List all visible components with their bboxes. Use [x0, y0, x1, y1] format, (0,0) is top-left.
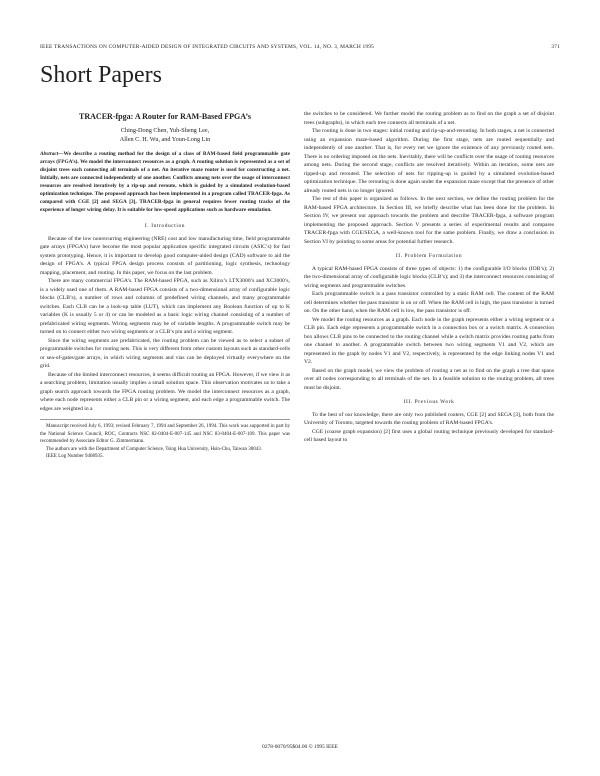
page-number: 371 — [551, 44, 560, 50]
section-1-heading: I. Introduction — [144, 223, 186, 229]
paper-title: TRACER-fpga: A Router for RAM-Based FPGA’s — [79, 112, 251, 121]
paragraph: Because of the low nonrecurring engineering (NRE) cost and low manufacturing time, field programmable gate arrays (FPGA’s) have become the most popular application specific integrated circuits (ASIC’s) for fast system prototyping. Hence, it is important to develop good computer-aided design (CAD) software to aid the design of FPGA’s. A typical FPGA design process consists of partitioning, logic synthesis, technology mapping, placement, and routing. In this paper, we focus on the last problem. — [40, 235, 290, 276]
authors-line-2: Allen C. H. Wu, and Youn-Long Lin — [119, 135, 211, 143]
copyright-line: 0278-0070/95$04.00 © 1995 IEEE — [262, 744, 338, 750]
footnote — [40, 419, 290, 461]
abstract-text: We describe a routing method for the design of a class of RAM-based field programmable gate arrays (FPGA’s). We model the interconnect resources as a graph. A routing solution is represented as a set of disjoint trees each connecting all terminals of a net. An iterative maze router is used for constructing a net. Initially, nets are connected independently of one another. Conflicts among nets over the usage of interconnect resources are resolved iteratively by a rip-up and reroute, which is guided by a simulated evolution-based optimization technique. The proposed approach has been implemented in a program called TRACER-fpga. As compared with CGE [2] and SEGA [3], TRACER-fpga in general requires fewer routing tracks of the experience of longer wiring delay. It is suitable for low-speed applications such as hardware emulation. — [40, 151, 290, 213]
running-head — [40, 44, 560, 50]
section-2-heading: II. Problem Formulation — [395, 253, 463, 259]
footnote-log-number: IEEE Log Number 9408935. — [46, 454, 104, 459]
paragraph: The routing is done in two stages: initial routing and rip-up-and-rerouting. In both stages, a net is connected using an expansion maze-based algorithm. During the first stage, nets are routed sequentially and independently of one another. That is, for every net we ignore the existence of any previously routed nets. There is no ordering imposed on the nets. Inevitably, there will be conflicts over the usage of routing resources among nets. During the second stage, conflicts are resolved iteratively. Within an iteration, some nets are ripped-up and rerouted. The selection of nets for ripping-up is guided by a simulated evolution-based optimization technique. The rerouting is done again under the expansion maze except that the presence of other already routed nets is no longer ignored. — [304, 128, 554, 194]
authors — [40, 127, 290, 144]
right-column — [304, 110, 554, 445]
section-3-heading: III. Previous Work — [403, 399, 455, 405]
abstract-label: Abstract— — [40, 151, 64, 157]
paragraph: We model the routing resources as a graph. Each node in the graph represents either a wiring segment or a CLB pin. Each edge represents a programmable switch in a connection box or a switch matrix. A connection box allows CLB pins to be connected to the routing channel while a switch matrix provides routing paths from one channel to another. A programmable switch between two wiring segments V1 and V2, which are represented in the graph by nodes V1 and V2, respectively, is represented by the edge linking nodes V1 and V2. — [304, 316, 554, 365]
left-column — [40, 112, 290, 461]
abstract — [40, 150, 290, 214]
paragraph: CGE (coarse graph expansion) [2] first uses a global routing technique previously developed for standard-cell based layout to — [304, 428, 554, 443]
paragraph: the switches to be considered. We further model the routing problem as to find on the graph a set of disjoint trees (subgraphs), in which each tree connects all terminals of a net. — [304, 111, 554, 126]
paragraph: Each programmable switch is a pass transistor controlled by a static RAM cell. The content of the RAM cell determines whether the pass transistor is on or off. When the RAM cell is high, the pass transistor is turned on. On the other hand, when the RAM cell is low, the pass transistor is off. — [304, 291, 554, 314]
paragraph: To the best of our knowledge, there are only two published routers, CGE [2] and SEGA [3], both from the University of Toronto, targeted towards the routing problem of RAM-based FPGA’s. — [304, 411, 554, 426]
section-heading: Short Papers — [40, 62, 162, 88]
paragraph: The rest of this paper is organized as follows. In the next section, we define the routing problem for the RAM-based FPGA architecture. In Section III, we briefly describe what has been done for the problem. In Section IV, we present our approach towards the problem and describe TRACER-fpga, a software program implementing the proposed approach. Section V presents a series of experimental results and compares TRACER-fpga with CGE/SEGA, a well-known tool for the same problem. Finally, we draw a conclusion in Section VI by pointing to some areas for potential further research. — [304, 196, 554, 245]
paragraph: Since the wiring segments are prefabricated, the routing problem can be viewed as to select a subset of programmable switches for routing nets. This is very different from other custom layouts such as standard-cells or sea-of-gates/gate arrays, in which wiring segments and vias can be deployed virtually everywhere on the grid. — [40, 337, 290, 369]
journal-name: IEEE TRANSACTIONS ON COMPUTER-AIDED DESIGN OF INTEGRATED CIRCUITS AND SYSTEMS, VOL. 14, NO. 3, MARCH 1995 — [40, 44, 375, 50]
footnote-affiliation: The authors are with the Department of Computer Science, Tsing Hua University, Hsin-Chu, Taiwan 30043. — [46, 446, 262, 452]
paragraph: A typical RAM-based FPGA consists of three types of objects: 1) the configurable I/O blocks (IOB’s); 2) the two-dimensional array of configurable logic blocks (CLB’s); and 3) the interconnect resources consisting of wiring segments and programmable switches. — [304, 265, 554, 289]
authors-line-1: Ching-Dong Chen, Yuh-Sheng Lee, — [120, 127, 210, 134]
paragraph: Based on the graph model, we view the problem of routing a net as to find on the graph a tree that spans over all nodes corresponding to all terminals of the net. In a feasible solution to the routing problem, all trees must be disjoint. — [304, 367, 554, 391]
paragraph: Because of the limited interconnect resources, it seems difficult routing an FPGA. However, if we view it as a searching problem, limitation usually implies a small solution space. This observation motivates us to take a graph search approach towards the FPGA routing problem. We model the interconnect resources as a graph, where each node represents either a CLB pin or a wiring segment, and each edge a programmable switch. The edges are weighted in a — [40, 371, 291, 412]
paragraph: There are many commercial FPGA’s. The RAM-based FPGA, such as Xilinx’s LTX3000’s and XC3000’s, is a widely used one of them. A RAM-based FPGA consists of a two-dimensional array of configurable logic blocks (CLB’s), a number of rows and columns of predefined wiring channels, and many programmable switches. Each CLB can be a look-up table (LUT), which can implement any Boolean function of up to K variables (K is usually 5 or 4) or can be modeled as a basic logic wiring channel consisting of a number of prefabricated wiring segments. Wiring segments may be of variable lengths. A programmable switch may be turned on to connect either two wiring segments or a CLB’s pin and a wiring segment. — [40, 278, 290, 335]
footnote-manuscript: Manuscript received July 6, 1993; revised February 7, 1994 and September 26, 1994. This work was supported in part by the National Science Council, ROC, Contracts NSC 82-0404-E-007-145 and NSC 83-0404-E-007-109. This paper was recommended by Associate Editor G. Zimmermann. — [40, 424, 290, 444]
